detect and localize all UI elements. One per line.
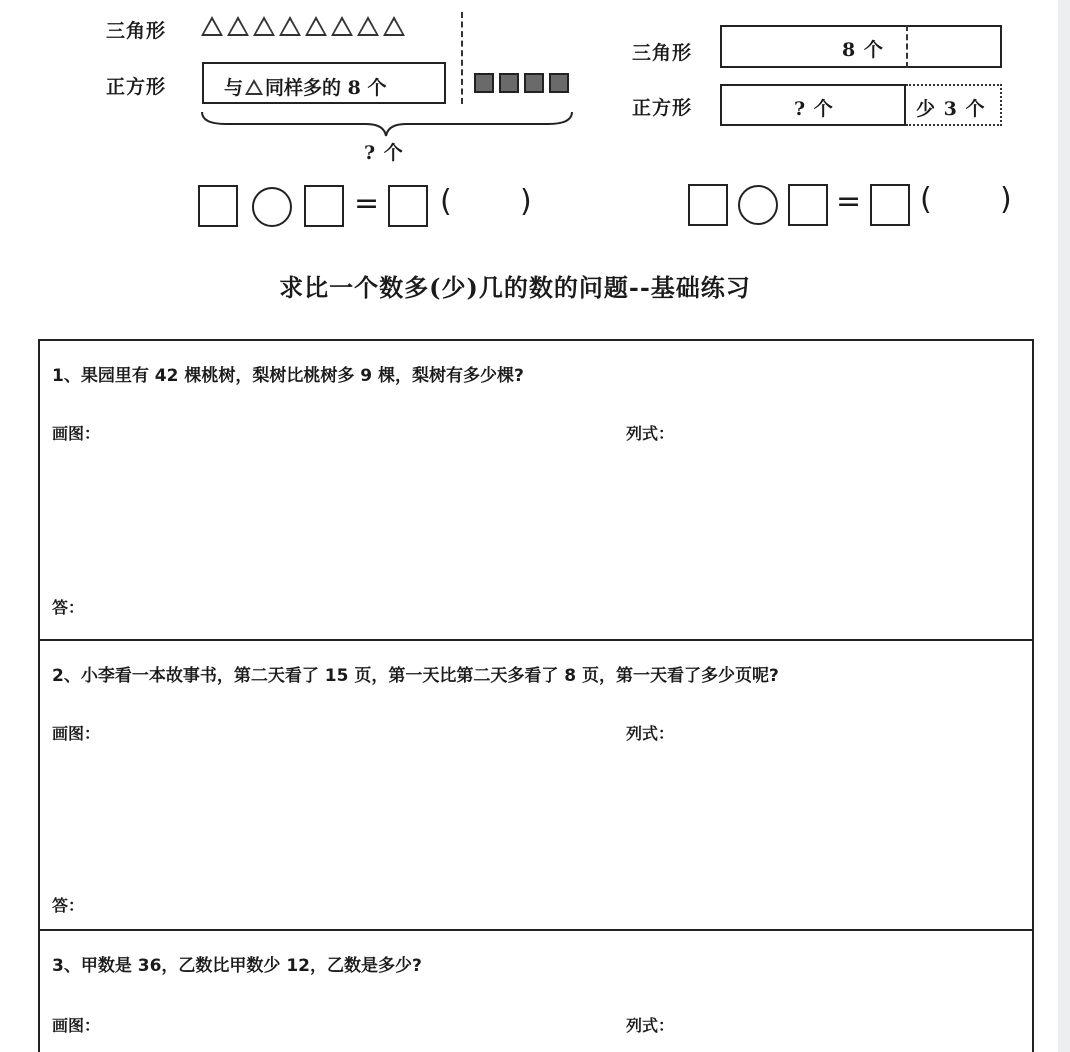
square-bar (720, 84, 906, 126)
question-block (38, 929, 1034, 1052)
square-icon (474, 73, 494, 93)
bar-text-post: 同样多的 8 个 (265, 77, 387, 99)
square-icon (549, 73, 569, 93)
square-bar-text: ? 个 (794, 98, 834, 120)
formula-label: 列式： (626, 1016, 675, 1035)
answer-label: 答： (52, 896, 85, 915)
operator-circle[interactable] (252, 187, 292, 227)
answer-label: 答： (52, 598, 85, 617)
paren-open: ( (920, 182, 932, 217)
draw-label: 画图： (52, 1016, 101, 1035)
draw-label: 画图： (52, 724, 101, 743)
triangle-icon (279, 16, 301, 36)
triangle-icon (357, 16, 379, 36)
blank-box[interactable] (788, 184, 828, 226)
result-box[interactable] (388, 185, 428, 227)
paren-close: ) (520, 184, 532, 219)
triangle-icon (383, 16, 405, 36)
triangle-label: 三角形 (632, 42, 693, 64)
triangle-label: 三角形 (106, 20, 167, 42)
less-segment (906, 84, 1002, 126)
triangle-icon (305, 16, 327, 36)
question-text: 1、果园里有 42 棵桃树，梨树比桃树多 9 棵，梨树有多少棵? (52, 366, 524, 386)
triangle-bar-text: 8 个 (842, 39, 884, 61)
brace (196, 108, 580, 138)
bar-text-pre: 与 (224, 77, 244, 99)
divider-dashed (461, 12, 463, 104)
bar-divider (906, 25, 908, 68)
question-block (38, 339, 1034, 641)
triangle-icon (201, 16, 223, 36)
triangle-icon (227, 16, 249, 36)
paren-close: ) (1000, 182, 1012, 217)
blank-box[interactable] (688, 184, 728, 226)
blank-box[interactable] (198, 185, 238, 227)
question-text: 2、小李看一本故事书，第二天看了 15 页，第一天比第二天多看了 8 页，第一天看了多少页呢? (52, 666, 779, 686)
result-box[interactable] (870, 184, 910, 226)
page-edge-shadow (1058, 0, 1070, 1052)
question-text: 3、甲数是 36，乙数比甲数少 12，乙数是多少? (52, 956, 422, 976)
question-block (38, 639, 1034, 931)
triangle-row (201, 16, 405, 36)
blank-box[interactable] (304, 185, 344, 227)
triangle-icon (331, 16, 353, 36)
triangle-icon (253, 16, 275, 36)
equals-sign: = (354, 186, 380, 221)
worksheet-title: 求比一个数多(少)几的数的问题--基础练习 (279, 273, 751, 302)
formula-label: 列式： (626, 724, 675, 743)
square-icon (499, 73, 519, 93)
draw-label: 画图： (52, 424, 101, 443)
triangle-bar (720, 25, 1002, 68)
triangle-icon (245, 79, 263, 95)
operator-circle[interactable] (738, 185, 778, 225)
equals-sign: = (836, 184, 862, 219)
brace-label: ? 个 (364, 142, 404, 164)
less-text: 少 3 个 (916, 98, 986, 120)
paren-open: ( (440, 184, 452, 219)
square-label: 正方形 (106, 76, 167, 98)
formula-label: 列式： (626, 424, 675, 443)
square-label: 正方形 (632, 97, 693, 119)
square-bar (202, 62, 446, 104)
square-icon (524, 73, 544, 93)
